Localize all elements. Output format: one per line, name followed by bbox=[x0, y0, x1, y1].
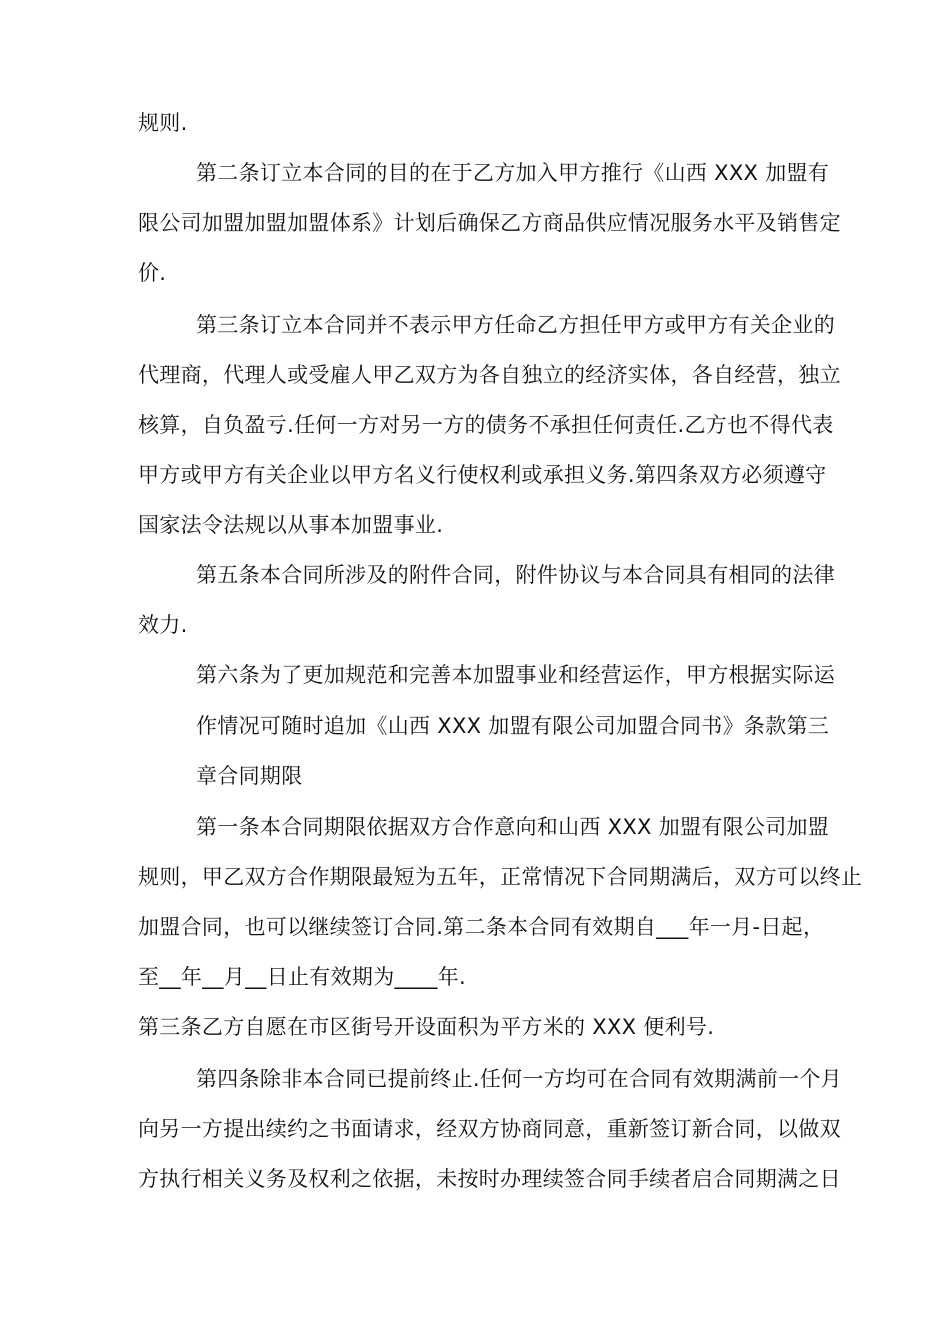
text-line: 至__年__月__日止有效期为____年. bbox=[138, 965, 466, 989]
text-line: 方执行相关义务及权利之依据，未按时办理续签合同手续者启合同期满之日 bbox=[138, 1167, 841, 1191]
text-line: 章合同期限 bbox=[196, 764, 303, 788]
text-line: 限公司加盟加盟加盟体系》计划后确保乙方商品供应情况服务水平及销售定 bbox=[138, 211, 841, 235]
text-line: 作情况可随时追加《山西 XXX 加盟有限公司加盟合同书》条款第三 bbox=[196, 714, 830, 738]
text-line: 第五条本合同所涉及的附件合同，附件协议与本合同具有相同的法律 bbox=[196, 563, 835, 587]
text-line: 甲方或甲方有关企业以甲方名义行使权利或承担义务.第四条双方必须遵守 bbox=[138, 463, 827, 487]
text-line: 向另一方提出续约之书面请求，经双方协商同意，重新签订新合同，以做双 bbox=[138, 1117, 841, 1141]
text-line: 第四条除非本合同已提前终止.任何一方均可在合同有效期满前一个月 bbox=[196, 1067, 842, 1091]
text-line: 核算，自负盈亏.任何一方对另一方的债务不承担任何责任.乙方也不得代表 bbox=[138, 413, 834, 437]
text-line: 第六条为了更加规范和完善本加盟事业和经营运作，甲方根据实际运 bbox=[196, 663, 835, 687]
text-line: 第二条订立本合同的目的在于乙方加入甲方推行《山西 XXX 加盟有 bbox=[196, 161, 830, 185]
text-line: 第一条本合同期限依据双方合作意向和山西 XXX 加盟有限公司加盟 bbox=[196, 815, 830, 839]
text-line: 第三条乙方自愿在市区街号开设面积为平方米的 XXX 便利号. bbox=[138, 1015, 715, 1039]
text-line: 第三条订立本合同并不表示甲方任命乙方担任甲方或甲方有关企业的 bbox=[196, 313, 835, 337]
text-line: 规则，甲乙双方合作期限最短为五年，正常情况下合同期满后，双方可以终止 bbox=[138, 865, 863, 889]
text-line: 价. bbox=[138, 261, 167, 285]
text-line: 效力. bbox=[138, 613, 188, 637]
text-line: 规则. bbox=[138, 111, 188, 135]
text-line: 加盟合同，也可以继续签订合同.第二条本合同有效期自___年一月-日起， bbox=[138, 915, 825, 939]
text-line: 国家法令法规以从事本加盟事业. bbox=[138, 513, 444, 537]
text-line: 代理商，代理人或受雇人甲乙双方为各自独立的经济实体，各自经营，独立 bbox=[138, 363, 841, 387]
